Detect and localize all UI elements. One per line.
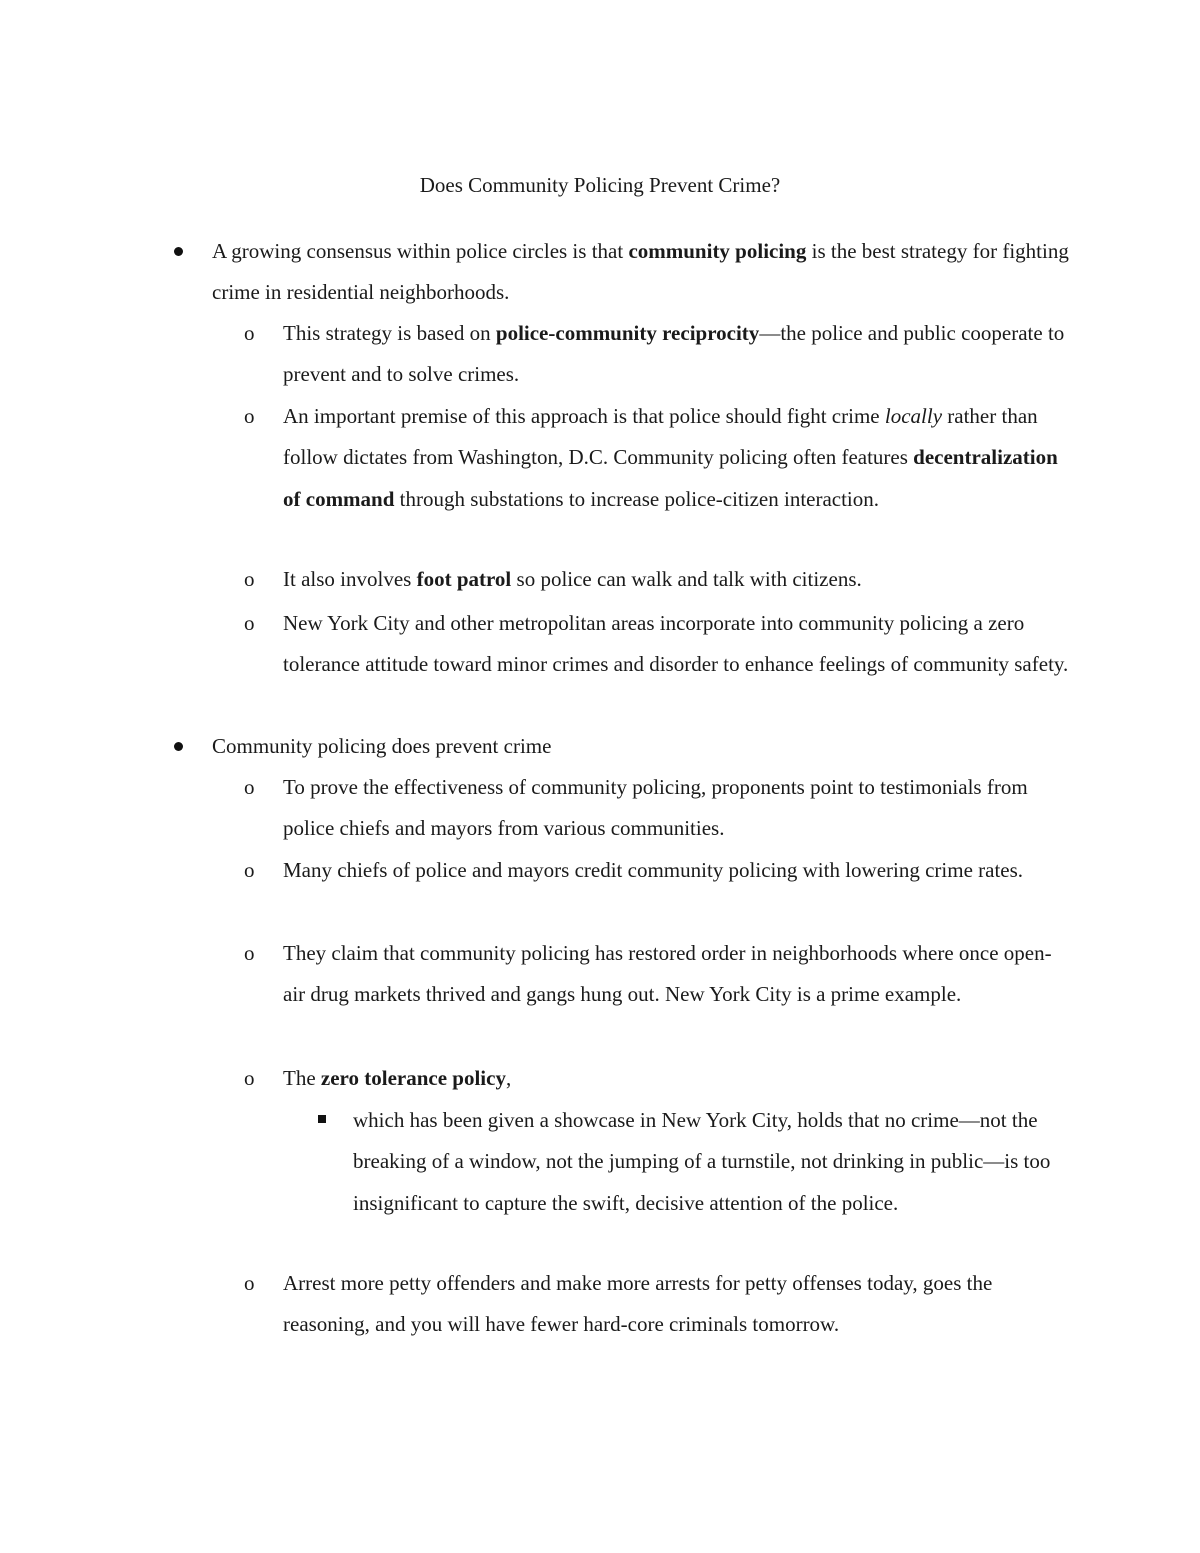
bullet-circle-icon: o	[244, 321, 255, 345]
bullet-circle-icon: o	[244, 404, 255, 428]
bullet-circle-icon: o	[244, 941, 255, 965]
bullet-circle-icon: o	[244, 611, 255, 635]
bullet-disc-icon	[174, 742, 183, 751]
sub-item-1-2: An important premise of this approach is that police should fight crime locally rather than follow dictates from Washington, D.C. Community policing often features decentralization of command through substations to increase police-citizen interaction.	[283, 404, 1058, 511]
bullet-disc-icon	[174, 247, 183, 256]
bullet-circle-icon: o	[244, 1066, 255, 1090]
sub-item-2-3: They claim that community policing has restored order in neighborhoods where once open-air drug markets thrived and gangs hung out. New York City is a prime example.	[283, 941, 1052, 1007]
bullet-item-2: Community policing does prevent crime	[212, 734, 552, 758]
sub-sub-item-2-4-1: which has been given a showcase in New York City, holds that no crime—not the breaking of a window, not the jumping of a turnstile, not drinking in public—is too insignificant to capture the swift, decisive attention of the police.	[353, 1108, 1051, 1215]
sub-item-2-2: Many chiefs of police and mayors credit community policing with lowering crime rates.	[283, 858, 1024, 882]
sub-item-1-4: New York City and other metropolitan areas incorporate into community policing a zero tolerance attitude toward minor crimes and disorder to enhance feelings of community safety.	[283, 611, 1069, 677]
bullet-item-1: A growing consensus within police circles is that community policing is the best strategy for fighting crime in residential neighborhoods.	[212, 239, 1069, 305]
sub-item-1-1: This strategy is based on police-community reciprocity—the police and public cooperate to prevent and to solve crimes.	[283, 321, 1065, 387]
document-title: Does Community Policing Prevent Crime?	[419, 173, 781, 197]
bullet-circle-icon: o	[244, 567, 255, 591]
sub-item-2-1: To prove the effectiveness of community policing, proponents point to testimonials from police chiefs and mayors from various communities.	[283, 775, 1028, 841]
bullet-circle-icon: o	[244, 858, 255, 882]
sub-item-1-3: It also involves foot patrol so police can walk and talk with citizens.	[283, 567, 862, 591]
bullet-square-icon	[318, 1115, 326, 1123]
sub-item-2-4: The zero tolerance policy,	[283, 1066, 512, 1090]
bullet-circle-icon: o	[244, 775, 255, 799]
sub-item-2-5: Arrest more petty offenders and make more arrests for petty offenses today, goes the reasoning, and you will have fewer hard-core criminals tomorrow.	[283, 1271, 993, 1337]
bullet-circle-icon: o	[244, 1271, 255, 1295]
